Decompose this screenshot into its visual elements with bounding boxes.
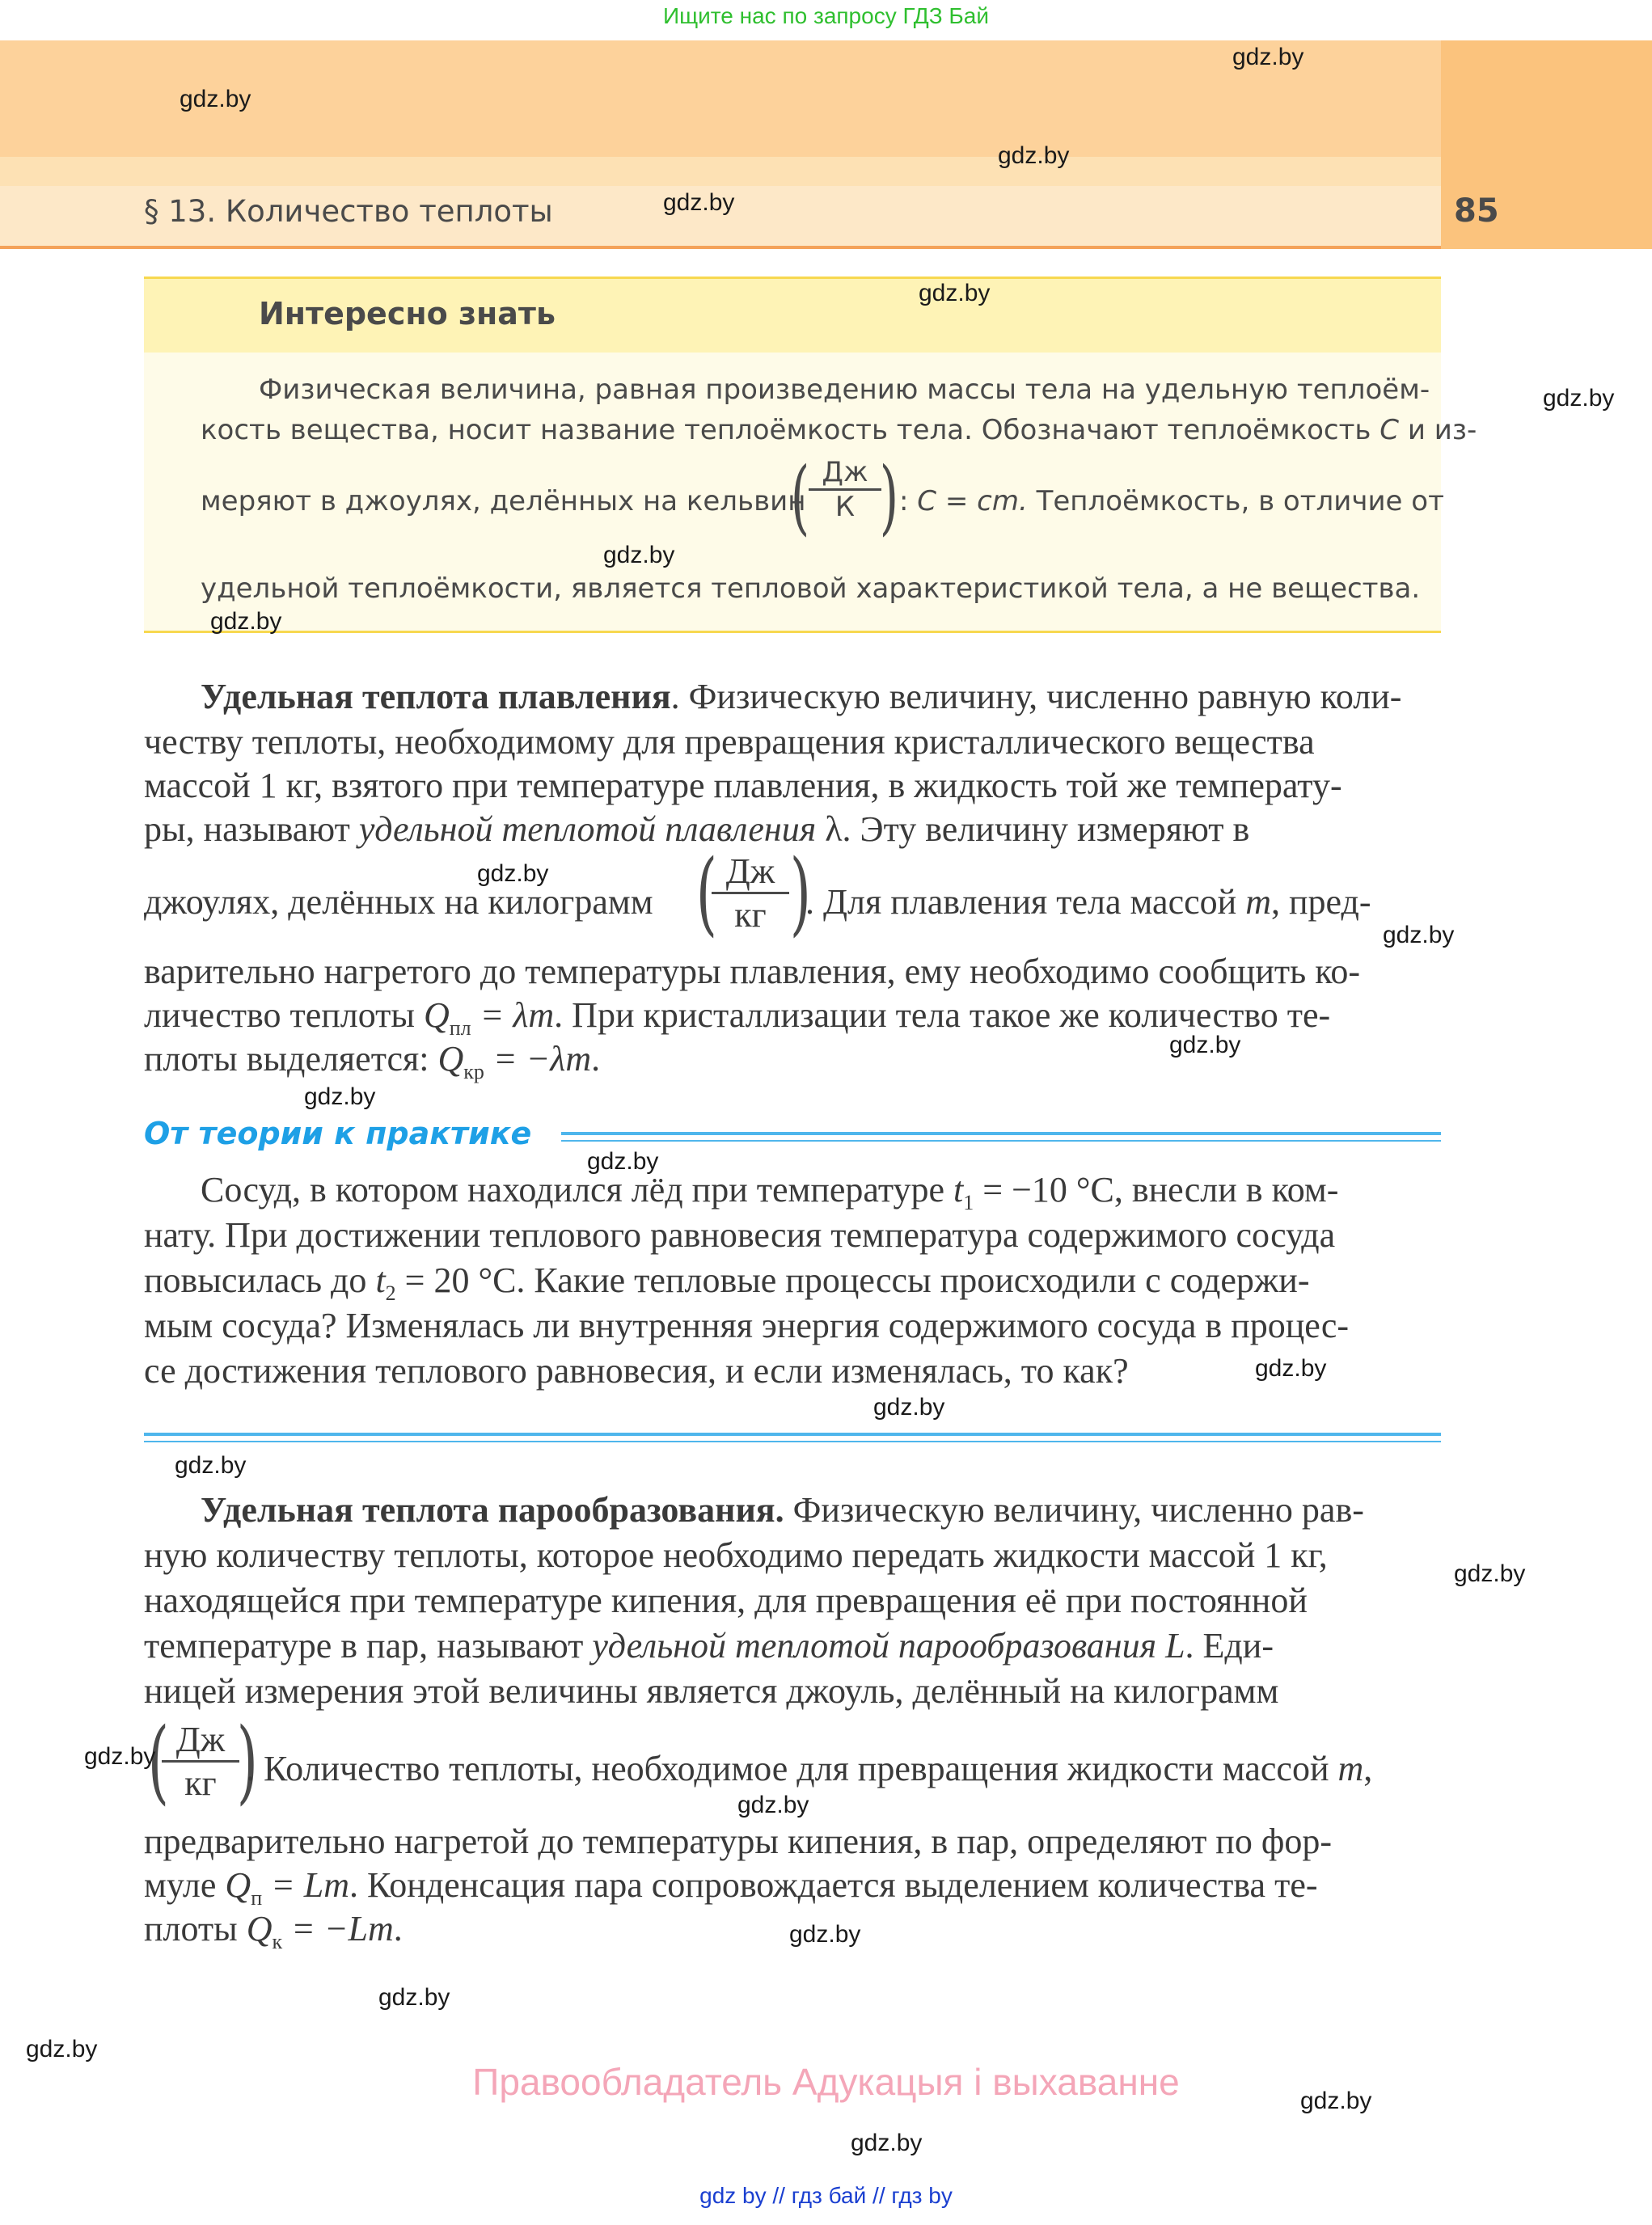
melting-line-8-end: .	[591, 1039, 601, 1079]
info-box-title: Интересно знать	[259, 296, 556, 331]
watermark: gdz.by	[1454, 1560, 1526, 1587]
watermark: gdz.by	[587, 1148, 659, 1175]
watermark: gdz.by	[1255, 1355, 1327, 1382]
melting-line-2: честву теплоты, необходимому для превращения кристаллического вещества	[144, 722, 1315, 762]
fraction-denominator: кг	[184, 1763, 217, 1803]
watermark: gdz.by	[1543, 385, 1615, 412]
vapor-term-italic: удельной теплотой парообразования	[592, 1626, 1157, 1666]
watermark: gdz.by	[477, 860, 549, 887]
vapor-line-3: находящейся при температуре кипения, для превращения её при постоянной	[144, 1581, 1308, 1620]
practice-line-3-start: повысилась до	[144, 1260, 367, 1300]
left-paren: (	[147, 1709, 169, 1814]
vapor-line-4	[144, 1625, 1274, 1666]
info-line-2-text: кость вещества, носит название теплоёмкость тела. Обозначают теплоёмкость	[201, 414, 1371, 446]
info-line-3-end	[899, 485, 1444, 517]
melting-line-7-end: . При кристаллизации тела такое же количество те-	[554, 995, 1331, 1035]
vapor-line-1-rest: Физическую величину, численно рав-	[784, 1490, 1364, 1530]
watermark: gdz.by	[603, 542, 675, 568]
practice-line-5: се достижения теплового равновесия, и если изменялась, то как?	[144, 1351, 1129, 1391]
vapor-line-5: ницей измерения этой величины является джоуль, делённый на килограмм	[144, 1671, 1279, 1711]
practice-heading: От теории к практике	[144, 1116, 532, 1151]
info-line-2	[201, 414, 1477, 446]
watermark: gdz.by	[873, 1394, 945, 1421]
vapor-term: Удельная теплота парообразования.	[201, 1490, 784, 1530]
melting-line-8	[144, 1038, 600, 1084]
heat-subscript: к	[272, 1929, 283, 1953]
vapor-line-4-end: . Еди-	[1185, 1626, 1274, 1666]
melting-line-8-start: плоты выделяется:	[144, 1039, 429, 1079]
heat-symbol: Q	[437, 1039, 464, 1079]
crystallization-formula: = −λm	[484, 1039, 592, 1079]
vapor-line-7: предварительно нагретой до температуры кипения, в пар, определяют по фор-	[144, 1822, 1333, 1861]
vapor-line-6-text: . Количество теплоты, необходимое для превращения жидкости массой	[246, 1749, 1329, 1788]
temp-subscript: 1	[963, 1190, 974, 1214]
melting-line-1	[201, 676, 1401, 717]
watermark: gdz.by	[304, 1083, 376, 1110]
watermark: gdz.by	[175, 1452, 247, 1479]
vapor-line-2: ную количеству теплоты, которое необходимо передать жидкости массой 1 кг,	[144, 1535, 1328, 1575]
heat-symbol: Q	[246, 1909, 273, 1948]
watermark: gdz.by	[1169, 1032, 1241, 1058]
practice-line-1-end: = −10 °С, внесли в ком-	[974, 1170, 1339, 1210]
heat-symbol: Q	[225, 1865, 251, 1905]
practice-line-2: нату. При достижении теплового равновесия температура содержимого сосуда	[144, 1215, 1336, 1255]
info-line-3-start: меряют в джоулях, делённых на кельвин	[201, 485, 806, 517]
practice-rule-bottom-thin	[144, 1441, 1441, 1442]
melting-line-5-start: джоулях, делённых на килограмм	[144, 882, 653, 922]
vapor-line-9-start: плоты	[144, 1909, 238, 1948]
capacity-formula: C = cm.	[917, 485, 1028, 517]
fraction-numerator: Дж	[822, 456, 868, 488]
melting-term-italic: удельной теплотой плавления	[358, 809, 817, 849]
right-paren: )	[879, 450, 899, 544]
melting-line-4-end: λ. Эту величину измеряют в	[825, 809, 1250, 849]
temp-symbol: t	[375, 1260, 386, 1300]
melting-line-7	[144, 994, 1330, 1041]
watermark: gdz.by	[180, 86, 251, 112]
vapor-line-6	[246, 1748, 1372, 1789]
vapor-line-8	[144, 1864, 1318, 1910]
watermark: gdz.by	[210, 608, 282, 635]
watermark: gdz.by	[26, 2036, 98, 2062]
practice-rule-bottom	[144, 1433, 1441, 1436]
info-line-1: Физическая величина, равная произведению массы тела на удельную теплоём-	[259, 374, 1430, 406]
temp-symbol: t	[953, 1170, 964, 1210]
vapor-line-4-start: температуре в пар, называют	[144, 1626, 584, 1666]
heat-symbol: Q	[423, 995, 450, 1035]
practice-rule-top	[561, 1132, 1441, 1135]
condensation-formula: = −Lm	[282, 1909, 394, 1948]
vapor-line-9	[144, 1908, 403, 1954]
watermark: gdz.by	[663, 189, 735, 216]
watermark: gdz.by	[1300, 2088, 1372, 2114]
fraction-denominator: кг	[734, 895, 767, 935]
fraction-j-per-kg	[712, 851, 789, 935]
practice-line-4: мым сосуда? Изменялась ли внутренняя энергия содержимого сосуда в процес-	[144, 1306, 1350, 1345]
melting-line-5-text: . Для плавления тела массой	[805, 882, 1237, 922]
latent-symbol: L	[1165, 1626, 1185, 1666]
header-divider	[0, 246, 1441, 249]
vaporization-formula: = Lm	[262, 1865, 350, 1905]
right-paren: )	[236, 1709, 258, 1814]
temp-subscript: 2	[385, 1281, 396, 1305]
section-title: § 13. Количество теплоты	[144, 194, 553, 229]
practice-line-3-end: = 20 °С. Какие тепловые процессы происходили с содержи-	[395, 1260, 1310, 1300]
info-line-4: удельной теплоёмкости, является тепловой характеристикой тела, а не вещества.	[201, 572, 1421, 605]
melting-line-5-end	[805, 881, 1371, 923]
melting-formula: = λm	[471, 995, 555, 1035]
fraction-j-per-k	[809, 456, 881, 523]
fraction-denominator: К	[834, 491, 856, 523]
vapor-line-6-tail: ,	[1363, 1749, 1373, 1788]
fraction-numerator: Дж	[175, 1720, 226, 1759]
info-colon: :	[899, 485, 909, 517]
mass-symbol: m	[1245, 882, 1271, 922]
practice-line-3	[144, 1260, 1310, 1306]
header-band-middle	[0, 157, 1441, 186]
info-line-2-end: и из-	[1407, 414, 1477, 446]
watermark: gdz.by	[919, 280, 991, 306]
melting-line-5-tail: , пред-	[1270, 882, 1371, 922]
fraction-j-per-kg	[162, 1719, 239, 1804]
heat-subscript: кр	[463, 1059, 484, 1083]
search-hint: Ищите нас по запросу ГДЗ Бай	[662, 3, 990, 28]
vapor-line-9-end: .	[393, 1909, 403, 1948]
mass-symbol: m	[1337, 1749, 1364, 1788]
melting-line-4-start: ры, называют	[144, 809, 350, 849]
melting-line-1-rest: . Физическую величину, численно равную коли-	[670, 677, 1402, 716]
watermark: gdz.by	[998, 142, 1070, 169]
watermark: gdz.by	[1232, 44, 1304, 70]
copyright-holder: Правообладатель Адукацыя і выхаванне	[472, 2061, 1180, 2103]
vapor-line-1	[201, 1489, 1364, 1530]
heat-subscript: пл	[449, 1015, 471, 1040]
fraction-numerator: Дж	[725, 851, 775, 891]
watermark: gdz.by	[851, 2130, 923, 2156]
practice-line-1	[201, 1169, 1338, 1215]
watermark: gdz.by	[378, 1984, 450, 2011]
watermark: gdz.by	[789, 1921, 861, 1948]
left-paren: (	[790, 450, 810, 544]
vapor-line-8-start: муле	[144, 1865, 217, 1905]
right-paren: )	[789, 841, 811, 946]
practice-rule-top-thin	[561, 1140, 1441, 1142]
watermark: gdz.by	[84, 1743, 156, 1770]
capacity-symbol: C	[1379, 414, 1400, 446]
page-number: 85	[1454, 192, 1499, 230]
melting-line-7-start: личество теплоты	[144, 995, 415, 1035]
melting-term: Удельная теплота плавления	[201, 677, 671, 716]
melting-line-3: массой 1 кг, взятого при температуре плавления, в жидкость той же температу-	[144, 766, 1342, 805]
watermark: gdz.by	[737, 1792, 809, 1818]
vapor-line-8-end: . Конденсация пара сопровождается выделением количества те-	[349, 1865, 1318, 1905]
watermark: gdz.by	[1383, 922, 1455, 948]
info-line-3-tail: Теплоёмкость, в отличие от	[1036, 485, 1444, 517]
practice-line-1-start: Сосуд, в котором находился лёд при температуре	[201, 1170, 945, 1210]
footer-links[interactable]: gdz by // гдз бай // гдз by	[699, 2183, 953, 2208]
melting-line-6: варительно нагретого до температуры плавления, ему необходимо сообщить ко-	[144, 952, 1360, 991]
left-paren: (	[695, 841, 717, 946]
heat-subscript: п	[251, 1885, 263, 1910]
